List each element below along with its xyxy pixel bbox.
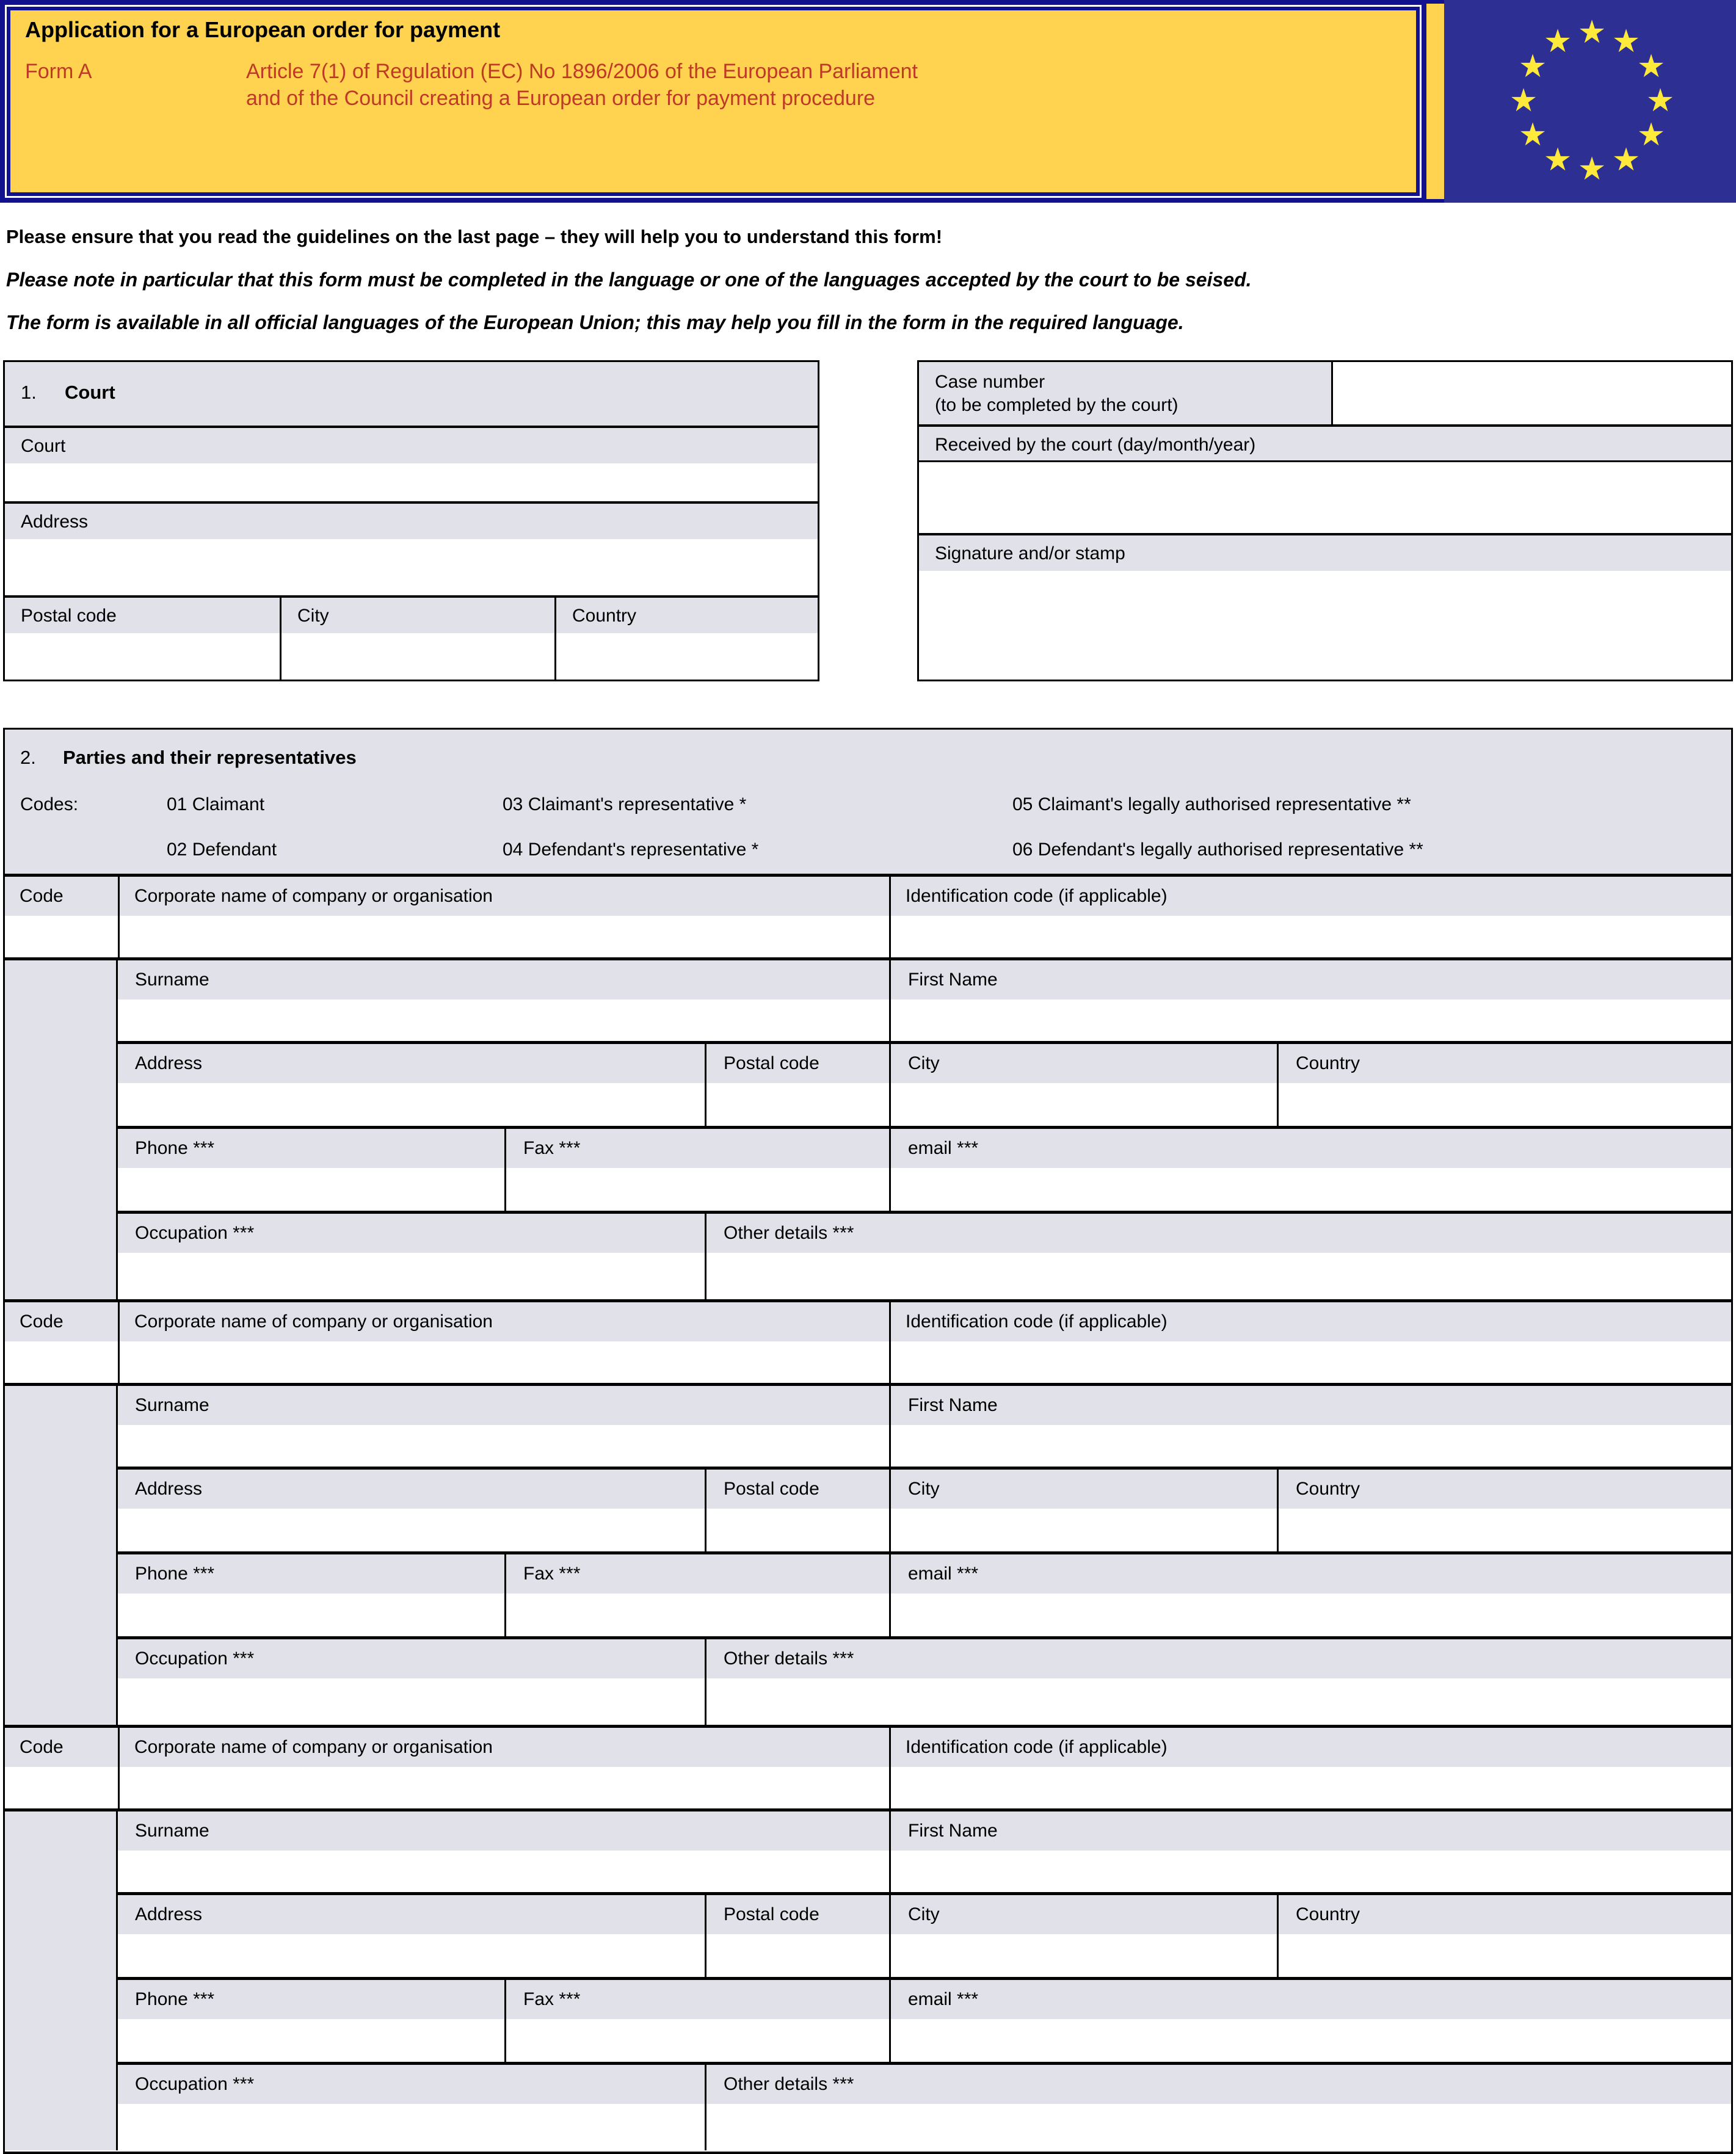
first-name-label: First Name bbox=[891, 960, 1731, 999]
code-side-column bbox=[5, 1386, 118, 1725]
fax-input[interactable] bbox=[506, 1594, 889, 1636]
first-name-input[interactable] bbox=[891, 1851, 1731, 1892]
phone-label: Phone *** bbox=[118, 1129, 504, 1168]
email-input[interactable] bbox=[891, 2019, 1731, 2062]
fax-label: Fax *** bbox=[506, 1554, 889, 1594]
corporate-name-label: Corporate name of company or organisation bbox=[120, 1728, 889, 1767]
fax-input[interactable] bbox=[506, 1168, 889, 1211]
form-header bbox=[0, 0, 1736, 203]
address-input[interactable] bbox=[5, 539, 818, 598]
phone-label: Phone *** bbox=[118, 1980, 504, 2019]
occupation-row bbox=[118, 2062, 1731, 2150]
address-row bbox=[118, 1041, 1731, 1126]
party-code-row bbox=[5, 1728, 1731, 1808]
phone-input[interactable] bbox=[118, 1168, 504, 1211]
case-number-label: Case number (to be completed by the court) bbox=[919, 362, 1333, 424]
party-block bbox=[5, 1299, 1731, 1725]
address-label: Address bbox=[5, 504, 818, 539]
occupation-label: Occupation *** bbox=[118, 1639, 705, 1678]
identification-code-input[interactable] bbox=[891, 1767, 1731, 1808]
code-option-claimant-rep: 03 Claimant's representative * bbox=[503, 794, 747, 814]
corporate-name-input[interactable] bbox=[120, 916, 889, 957]
party-block bbox=[5, 874, 1731, 1299]
eu-flag-star-icon bbox=[1612, 144, 1641, 176]
court-section-header bbox=[5, 362, 818, 428]
eu-flag-star-icon bbox=[1544, 26, 1572, 57]
regulation-reference bbox=[246, 58, 918, 112]
party-details bbox=[5, 957, 1731, 1299]
country-input[interactable] bbox=[1279, 1934, 1731, 1977]
occupation-label: Occupation *** bbox=[118, 2065, 705, 2104]
other-details-label: Other details *** bbox=[706, 1214, 1731, 1253]
form-a-label: Form A bbox=[25, 60, 92, 83]
party-details bbox=[5, 1383, 1731, 1725]
address-row bbox=[118, 1467, 1731, 1551]
note-read-guidelines: Please ensure that you read the guidelines on the last page – they will help you to understand this form! bbox=[6, 226, 943, 247]
city-label: City bbox=[891, 1470, 1277, 1509]
code-option-claimant-legal-rep: 05 Claimant's legally authorised representative ** bbox=[1012, 794, 1411, 814]
section-parties bbox=[3, 728, 1733, 2154]
country-label: Country bbox=[556, 598, 818, 633]
country-input[interactable] bbox=[556, 633, 818, 680]
email-label: email *** bbox=[891, 1129, 1731, 1168]
party-code-row bbox=[5, 1302, 1731, 1383]
corporate-name-input[interactable] bbox=[120, 1341, 889, 1383]
city-input[interactable] bbox=[891, 1083, 1277, 1126]
address-label: Address bbox=[118, 1470, 705, 1509]
address-input[interactable] bbox=[118, 1934, 705, 1977]
case-table bbox=[917, 360, 1733, 681]
surname-label: Surname bbox=[118, 1811, 889, 1851]
email-label: email *** bbox=[891, 1554, 1731, 1594]
signature-stamp-area[interactable] bbox=[919, 571, 1731, 680]
eu-flag bbox=[1444, 0, 1736, 203]
phone-label: Phone *** bbox=[118, 1554, 504, 1594]
fax-label: Fax *** bbox=[506, 1980, 889, 2019]
surname-input[interactable] bbox=[118, 1425, 889, 1467]
identification-code-input[interactable] bbox=[891, 916, 1731, 957]
city-input[interactable] bbox=[891, 1509, 1277, 1551]
parties-header bbox=[5, 730, 1731, 874]
fax-label: Fax *** bbox=[506, 1129, 889, 1168]
other-details-label: Other details *** bbox=[706, 2065, 1731, 2104]
surname-label: Surname bbox=[118, 960, 889, 999]
court-table bbox=[3, 360, 819, 681]
eu-flag-star-icon bbox=[1578, 153, 1607, 185]
eu-flag-star-icon bbox=[1509, 85, 1538, 117]
surname-input[interactable] bbox=[118, 1851, 889, 1892]
surname-label: Surname bbox=[118, 1386, 889, 1425]
postal-code-label: Postal code bbox=[5, 598, 280, 633]
guidelines-notes bbox=[6, 226, 1736, 333]
first-name-label: First Name bbox=[891, 1386, 1731, 1425]
fax-input[interactable] bbox=[506, 2019, 889, 2062]
city-input[interactable] bbox=[281, 633, 554, 680]
other-details-input[interactable] bbox=[706, 2104, 1731, 2150]
occupation-label: Occupation *** bbox=[118, 1214, 705, 1253]
postal-code-label: Postal code bbox=[706, 1895, 889, 1934]
postal-code-label: Postal code bbox=[706, 1470, 889, 1509]
code-label: Code bbox=[5, 877, 118, 916]
identification-code-label: Identification code (if applicable) bbox=[891, 1302, 1731, 1341]
contact-row bbox=[118, 1551, 1731, 1636]
eu-flag-star-icon bbox=[1637, 119, 1666, 151]
email-input[interactable] bbox=[891, 1168, 1731, 1211]
postal-code-input[interactable] bbox=[706, 1934, 889, 1977]
first-name-input[interactable] bbox=[891, 999, 1731, 1041]
case-number-input[interactable] bbox=[1333, 362, 1731, 424]
address-label: Address bbox=[118, 1044, 705, 1083]
note-available-languages: The form is available in all official languages of the European Union; this may help you fill in the form in the required language. bbox=[6, 311, 1184, 333]
eu-flag-star-icon bbox=[1544, 144, 1572, 176]
code-option-defendant-rep: 04 Defendant's representative * bbox=[503, 839, 759, 860]
received-date-input[interactable] bbox=[919, 462, 1731, 535]
occupation-row bbox=[118, 1636, 1731, 1725]
occupation-input[interactable] bbox=[118, 1678, 705, 1725]
contact-row bbox=[118, 1977, 1731, 2062]
codes-row bbox=[5, 794, 1731, 815]
eu-flag-star-icon bbox=[1519, 119, 1547, 151]
code-option-defendant-legal-rep: 06 Defendant's legally authorised representative ** bbox=[1012, 839, 1423, 860]
corporate-name-label: Corporate name of company or organisation bbox=[120, 1302, 889, 1341]
identification-code-label: Identification code (if applicable) bbox=[891, 877, 1731, 916]
first-name-input[interactable] bbox=[891, 1425, 1731, 1467]
code-side-column bbox=[5, 960, 118, 1299]
code-input[interactable] bbox=[5, 916, 118, 957]
address-label: Address bbox=[118, 1895, 705, 1934]
code-label: Code bbox=[5, 1728, 118, 1767]
code-input[interactable] bbox=[5, 1341, 118, 1383]
other-details-input[interactable] bbox=[706, 1678, 1731, 1725]
postal-code-input[interactable] bbox=[706, 1083, 889, 1126]
phone-input[interactable] bbox=[118, 2019, 504, 2062]
phone-input[interactable] bbox=[118, 1594, 504, 1636]
name-row bbox=[118, 960, 1731, 1041]
surname-input[interactable] bbox=[118, 999, 889, 1041]
party-details bbox=[5, 1808, 1731, 2150]
address-input[interactable] bbox=[118, 1509, 705, 1551]
court-input[interactable] bbox=[5, 463, 818, 504]
codes-row bbox=[5, 839, 1731, 860]
eu-flag-star-icon bbox=[1637, 51, 1666, 82]
court-label: Court bbox=[5, 428, 818, 463]
eu-flag-star-icon bbox=[1646, 85, 1675, 117]
party-block bbox=[5, 1725, 1731, 2150]
code-side-column bbox=[5, 1811, 118, 2150]
postal-code-input[interactable] bbox=[706, 1509, 889, 1551]
corporate-name-label: Corporate name of company or organisation bbox=[120, 877, 889, 916]
section-number: 1. bbox=[21, 382, 37, 403]
name-row bbox=[118, 1386, 1731, 1467]
form-title: Application for a European order for payment bbox=[25, 17, 501, 42]
section-title: Parties and their representatives bbox=[63, 747, 357, 768]
city-label: City bbox=[281, 598, 554, 633]
code-input[interactable] bbox=[5, 1767, 118, 1808]
section-title: Court bbox=[65, 382, 115, 403]
article-line-1: Article 7(1) of Regulation (EC) No 1896/2006 of the European Parliament bbox=[246, 60, 918, 83]
party-code-row bbox=[5, 877, 1731, 957]
email-input[interactable] bbox=[891, 1594, 1731, 1636]
note-language-requirement: Please note in particular that this form must be completed in the language or one of the languages accepted by the court to be seised. bbox=[6, 269, 1252, 291]
country-input[interactable] bbox=[1279, 1083, 1731, 1126]
eu-flag-star-icon bbox=[1612, 26, 1641, 57]
name-row bbox=[118, 1811, 1731, 1892]
postal-code-label: Postal code bbox=[706, 1044, 889, 1083]
city-input[interactable] bbox=[891, 1934, 1277, 1977]
identification-code-input[interactable] bbox=[891, 1341, 1731, 1383]
postal-city-country-row bbox=[5, 598, 818, 680]
contact-row bbox=[118, 1126, 1731, 1211]
header-yellow-box bbox=[0, 0, 1426, 203]
section-court bbox=[0, 360, 1736, 690]
eu-flag-star-icon bbox=[1578, 16, 1607, 48]
occupation-input[interactable] bbox=[118, 1253, 705, 1299]
identification-code-label: Identification code (if applicable) bbox=[891, 1728, 1731, 1767]
country-label: Country bbox=[1279, 1895, 1731, 1934]
country-label: Country bbox=[1279, 1470, 1731, 1509]
code-option-claimant: 01 Claimant bbox=[167, 794, 265, 814]
signature-label: Signature and/or stamp bbox=[919, 535, 1731, 571]
country-label: Country bbox=[1279, 1044, 1731, 1083]
postal-code-input[interactable] bbox=[5, 633, 280, 680]
case-number-note: (to be completed by the court) bbox=[935, 395, 1179, 415]
eu-flag-star-icon bbox=[1519, 51, 1547, 82]
article-line-2: and of the Council creating a European order for payment procedure bbox=[246, 87, 876, 110]
city-label: City bbox=[891, 1895, 1277, 1934]
section-number: 2. bbox=[20, 747, 36, 768]
corporate-name-input[interactable] bbox=[120, 1767, 889, 1808]
codes-label: Codes: bbox=[20, 794, 79, 814]
country-input[interactable] bbox=[1279, 1509, 1731, 1551]
email-label: email *** bbox=[891, 1980, 1731, 2019]
code-label: Code bbox=[5, 1302, 118, 1341]
city-label: City bbox=[891, 1044, 1277, 1083]
address-row bbox=[118, 1892, 1731, 1977]
other-details-label: Other details *** bbox=[706, 1639, 1731, 1678]
code-option-defendant: 02 Defendant bbox=[167, 839, 277, 860]
other-details-input[interactable] bbox=[706, 1253, 1731, 1299]
occupation-row bbox=[118, 1211, 1731, 1299]
party-blocks bbox=[5, 874, 1731, 2150]
address-input[interactable] bbox=[118, 1083, 705, 1126]
occupation-input[interactable] bbox=[118, 2104, 705, 2150]
received-label: Received by the court (day/month/year) bbox=[919, 427, 1731, 462]
first-name-label: First Name bbox=[891, 1811, 1731, 1851]
case-number-row bbox=[919, 362, 1731, 427]
